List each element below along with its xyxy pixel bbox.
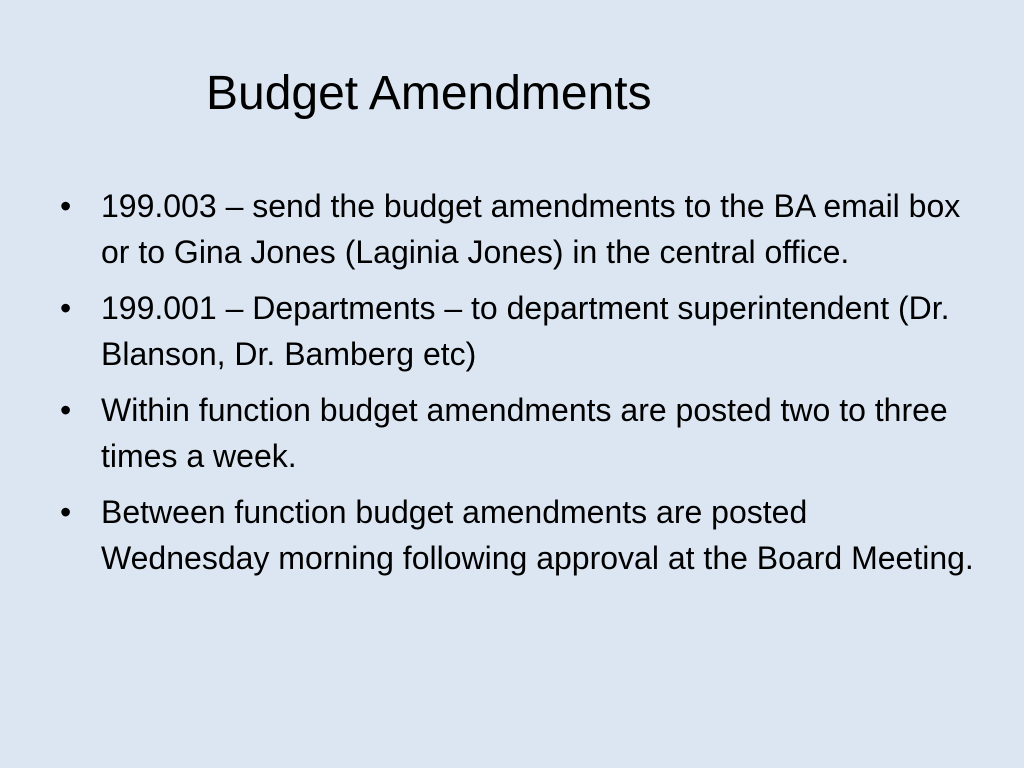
bullet-text: Between function budget amendments are posted Wednesday morning following approval at the Board Meeting.: [101, 494, 974, 576]
bullet-text: 199.001 – Departments – to department superintendent (Dr. Blanson, Dr. Bamberg etc): [101, 290, 950, 372]
bullet-dot-icon: •: [60, 494, 72, 530]
bullet-item-4: [50, 489, 980, 581]
bullet-list: [50, 183, 980, 591]
bullet-item-3: [50, 387, 980, 479]
bullet-item-1: [50, 183, 980, 275]
bullet-dot-icon: •: [60, 188, 72, 224]
bullet-item-2: [50, 285, 980, 377]
bullet-text: Within function budget amendments are posted two to three times a week.: [101, 392, 948, 474]
bullet-text: 199.003 – send the budget amendments to the BA email box or to Gina Jones (Laginia Jones) in the central office.: [101, 188, 961, 270]
slide-title: Budget Amendments: [206, 67, 652, 120]
bullet-dot-icon: •: [60, 392, 72, 428]
bullet-dot-icon: •: [60, 290, 72, 326]
